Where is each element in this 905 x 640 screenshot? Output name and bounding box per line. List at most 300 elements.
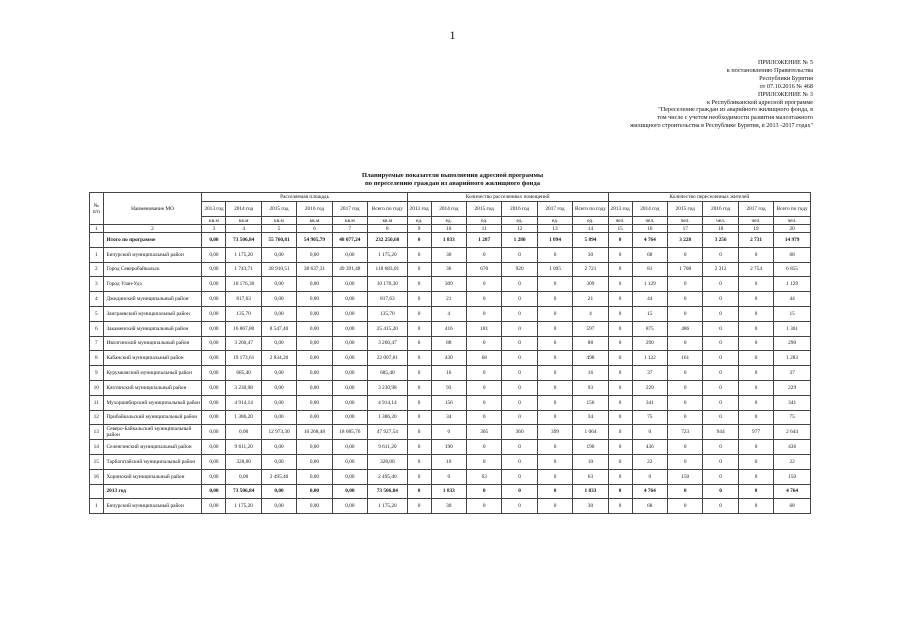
table-cell: 0,00 — [332, 306, 367, 321]
table-cell: 0 — [608, 262, 632, 277]
header-year-cell: 2016 год — [502, 202, 537, 217]
table-cell: 135,70 — [226, 306, 261, 321]
row-number: 9 — [90, 366, 104, 381]
municipality-name: Город Улан-Удэ — [103, 277, 202, 292]
row-number: 14 — [90, 440, 104, 455]
table-cell: 229 — [632, 380, 667, 395]
table-cell: 150 — [668, 469, 703, 484]
table-cell: 47 927,54 — [368, 425, 408, 440]
table-cell: 0,00 — [297, 454, 332, 469]
table-cell: 0 — [738, 366, 773, 381]
table-cell: 68 — [632, 247, 667, 262]
table-cell: 0,00 — [202, 440, 226, 455]
table-cell: 93 — [573, 380, 608, 395]
header-year-cell: 2014 год — [431, 202, 466, 217]
appendix-line: Республики Бурятия — [759, 74, 813, 82]
table-cell: 1 129 — [632, 277, 667, 292]
table-cell: 0,00 — [332, 454, 367, 469]
table-cell: 0,00 — [202, 292, 226, 307]
table-cell: 4 914,14 — [226, 395, 261, 410]
table-cell: 290 — [632, 336, 667, 351]
program-indicators-table — [89, 192, 811, 514]
table-cell: 0 — [738, 410, 773, 425]
table-cell: 1 361 — [774, 321, 811, 336]
table-cell: 0,00 — [202, 262, 226, 277]
table-cell: 0 — [467, 440, 502, 455]
table-cell: 0 — [407, 351, 431, 366]
header-year-cell: 2017 год — [332, 202, 367, 217]
table-cell: 0 — [608, 277, 632, 292]
table-cell: 9 611,20 — [368, 440, 408, 455]
table-cell: 944 — [703, 425, 738, 440]
table-cell: 22 — [632, 454, 667, 469]
header-unit-cell: кв.м — [332, 217, 367, 225]
table-cell: 0,00 — [297, 351, 332, 366]
table-cell: 875 — [632, 321, 667, 336]
table-cell: 0 — [703, 292, 738, 307]
table-cell: 0,00 — [261, 306, 296, 321]
table-cell: 0 — [703, 380, 738, 395]
header-unit-cell: чел. — [668, 217, 703, 225]
header-index-cell: 7 — [332, 225, 367, 233]
table-cell: 430 — [431, 351, 466, 366]
table-cell: 0,00 — [297, 306, 332, 321]
table-cell: 0,00 — [261, 410, 296, 425]
table-cell: 0,00 — [226, 425, 261, 440]
table-cell: 0 — [608, 292, 632, 307]
table-cell: 0,00 — [202, 469, 226, 484]
table-cell: 25 415,20 — [368, 321, 408, 336]
header-unit-cell: ед. — [407, 217, 431, 225]
header-index-cell: 18 — [703, 225, 738, 233]
table-cell: 0 — [738, 321, 773, 336]
table-cell: 290 — [774, 336, 811, 351]
table-cell: 36 — [431, 262, 466, 277]
table-cell: 0,00 — [202, 247, 226, 262]
table-cell: 0,00 — [202, 410, 226, 425]
header-unit-cell: ед. — [537, 217, 572, 225]
table-cell: 0,00 — [297, 395, 332, 410]
table-cell: 0 — [537, 277, 572, 292]
row-number: 3 — [90, 277, 104, 292]
table-row — [90, 395, 811, 410]
table-cell: 0 — [467, 380, 502, 395]
table-total-row — [90, 233, 811, 248]
table-row — [90, 440, 811, 455]
table-cell: 18 685,76 — [332, 425, 367, 440]
table-cell: 0 — [467, 499, 502, 514]
table-cell: 44 — [632, 292, 667, 307]
appendix-line: жилищного строительства в Республике Бурятия, в 2013 -2017 годах" — [629, 122, 813, 130]
table-cell: 2 644 — [774, 425, 811, 440]
table-cell: 685,40 — [368, 366, 408, 381]
table-cell: 150 — [774, 469, 811, 484]
table-row — [90, 321, 811, 336]
table-cell: 0 — [608, 425, 632, 440]
table-cell: 0 — [703, 336, 738, 351]
municipality-name: Хоринский муниципальный район — [103, 469, 202, 484]
header-unit-cell: чел. — [608, 217, 632, 225]
header-index-cell: 15 — [608, 225, 632, 233]
row-number: 5 — [90, 306, 104, 321]
table-cell: 0 — [537, 410, 572, 425]
table-total-row — [90, 484, 811, 499]
table-cell: 68 — [467, 351, 502, 366]
table-cell: 436 — [774, 440, 811, 455]
table-cell: 1 129 — [774, 277, 811, 292]
header-index-cell: 14 — [573, 225, 608, 233]
table-cell: 22 007,81 — [368, 351, 408, 366]
table-cell: 0 — [608, 351, 632, 366]
table-cell: 0 — [703, 306, 738, 321]
table-cell: 723 — [668, 425, 703, 440]
table-cell: 88 — [431, 336, 466, 351]
table-cell: 0,00 — [332, 469, 367, 484]
table-cell: 0,00 — [202, 351, 226, 366]
table-cell: 0 — [537, 469, 572, 484]
table-cell: 0 — [537, 306, 572, 321]
table-cell: 0 — [703, 440, 738, 455]
table-cell: 1 833 — [431, 484, 466, 499]
table-cell: 486 — [668, 321, 703, 336]
table-cell: 0 — [668, 277, 703, 292]
header-index-cell: 11 — [467, 225, 502, 233]
table-cell: 2 754 — [738, 262, 773, 277]
table-row — [90, 425, 811, 440]
row-number: 12 — [90, 410, 104, 425]
table-cell: 1 175,20 — [368, 499, 408, 514]
table-cell: 0 — [407, 247, 431, 262]
table-cell: 1 175,20 — [368, 247, 408, 262]
table-cell: 0 — [431, 425, 466, 440]
table-cell: 328,00 — [368, 454, 408, 469]
header-index-cell: 8 — [368, 225, 408, 233]
header-year-cell: 2013 год — [608, 202, 632, 217]
table-cell: 0,00 — [202, 321, 226, 336]
table-cell: 15 — [774, 306, 811, 321]
table-cell: 0 — [467, 484, 502, 499]
table-cell: 0 — [537, 336, 572, 351]
document-title-line-2: по переселению граждан из аварийного жилищного фонда — [364, 180, 540, 188]
table-cell: 0 — [608, 454, 632, 469]
table-cell: 498 — [573, 351, 608, 366]
table-cell: 0 — [502, 277, 537, 292]
table-cell: 0,00 — [202, 499, 226, 514]
table-cell: 0 — [407, 499, 431, 514]
table-cell: 181 — [467, 321, 502, 336]
table-cell: 16 268,48 — [297, 425, 332, 440]
table-cell: 0 — [537, 380, 572, 395]
table-cell: 0,00 — [297, 410, 332, 425]
table-cell: 1 386,20 — [226, 410, 261, 425]
table-cell: 0 — [632, 425, 667, 440]
table-cell: 360 — [502, 425, 537, 440]
table-cell: 28 910,51 — [261, 262, 296, 277]
header-year-cell: 2016 год — [297, 202, 332, 217]
header-year-cell: Всего по году — [368, 202, 408, 217]
table-cell: 8 547,40 — [261, 321, 296, 336]
table-cell: 21 — [431, 292, 466, 307]
table-cell: 68 — [632, 499, 667, 514]
header-group-residents: Количество переселенных жителей — [608, 193, 810, 202]
table-cell: 0,00 — [202, 366, 226, 381]
table-cell: 0 — [668, 336, 703, 351]
header-unit-cell: чел. — [703, 217, 738, 225]
table-cell: 0 — [502, 321, 537, 336]
table-cell: 0 — [668, 247, 703, 262]
table-cell: 0 — [608, 395, 632, 410]
table-cell: 63 — [467, 469, 502, 484]
table-cell: 0,00 — [202, 484, 226, 499]
table-cell: 1 175,20 — [226, 247, 261, 262]
table-cell: 0 — [502, 499, 537, 514]
table-cell: 0,00 — [202, 306, 226, 321]
table-cell: 34 — [431, 410, 466, 425]
appendix-line: от 07.10.2016 № 468 — [759, 82, 813, 90]
table-cell: 0 — [608, 306, 632, 321]
table-cell: 0 — [467, 366, 502, 381]
table-cell: 0 — [668, 410, 703, 425]
table-cell: 416 — [431, 321, 466, 336]
table-cell: 0,00 — [297, 440, 332, 455]
table-cell: 977 — [738, 425, 773, 440]
table-cell: 3 230,98 — [226, 380, 261, 395]
table-cell: 0 — [703, 484, 738, 499]
table-cell: 0 — [502, 395, 537, 410]
table-cell: 0,00 — [332, 277, 367, 292]
table-cell: 9 611,20 — [226, 440, 261, 455]
header-year-cell: 2013 год — [202, 202, 226, 217]
table-cell: 0 — [537, 395, 572, 410]
table-cell: 0,00 — [261, 440, 296, 455]
table-cell: 597 — [573, 321, 608, 336]
table-cell: 1 833 — [573, 484, 608, 499]
table-cell: 5 894 — [573, 233, 608, 248]
header-name: Наименование МО — [103, 193, 202, 225]
municipality-name: Курумканский муниципальный район — [103, 366, 202, 381]
table-cell: 0 — [467, 454, 502, 469]
header-unit-cell: кв.м — [226, 217, 261, 225]
row-number: 1 — [90, 499, 104, 514]
row-number — [90, 484, 104, 499]
table-cell: 0 — [407, 277, 431, 292]
table-cell: 2 495,40 — [261, 469, 296, 484]
table-cell: 0,00 — [297, 380, 332, 395]
municipality-name: Прибайкальский муниципальный район — [103, 410, 202, 425]
table-cell: 1 708 — [668, 262, 703, 277]
table-cell: 0 — [738, 499, 773, 514]
table-cell: 0 — [668, 499, 703, 514]
table-cell: 156 — [431, 395, 466, 410]
table-cell: 0 — [537, 454, 572, 469]
table-cell: 0 — [537, 292, 572, 307]
table-cell: 0 — [632, 469, 667, 484]
row-number: 1 — [90, 247, 104, 262]
table-row — [90, 336, 811, 351]
table-cell: 19 173,61 — [226, 351, 261, 366]
table-cell: 135,70 — [368, 306, 408, 321]
document-title-line-1: Планируемые показатели выполнения адресной программы — [361, 172, 544, 179]
table-cell: 0 — [703, 366, 738, 381]
table-cell: 4 764 — [632, 233, 667, 248]
table-cell: 0,00 — [332, 484, 367, 499]
table-cell: 0,00 — [202, 454, 226, 469]
header-index-cell: 17 — [668, 225, 703, 233]
table-cell: 0 — [738, 277, 773, 292]
table-cell: 0,00 — [202, 395, 226, 410]
table-cell: 0 — [407, 395, 431, 410]
table-cell: 4 — [431, 306, 466, 321]
table-cell: 44 — [774, 292, 811, 307]
header-year-cell: Всего по году — [573, 202, 608, 217]
header-group-premises: Количество расселенных помещений — [407, 193, 608, 202]
table-cell: 30 — [431, 499, 466, 514]
table-cell: 0,00 — [332, 351, 367, 366]
table-cell: 34 — [573, 410, 608, 425]
table-cell: 1 283 — [774, 351, 811, 366]
table-cell: 0 — [407, 336, 431, 351]
table-cell: 4 764 — [774, 484, 811, 499]
table-cell: 0 — [502, 351, 537, 366]
table-cell: 88 — [573, 336, 608, 351]
table-cell: 68 — [774, 499, 811, 514]
table-cell: 0 — [668, 380, 703, 395]
header-num: № п/п — [90, 193, 104, 225]
table-cell: 817,63 — [226, 292, 261, 307]
table-cell: 190 — [573, 440, 608, 455]
header-unit-cell: кв.м — [261, 217, 296, 225]
header-unit-cell: кв.м — [297, 217, 332, 225]
municipality-name: 2013 год — [103, 484, 202, 499]
table-cell: 0 — [703, 499, 738, 514]
table-cell: 328,00 — [226, 454, 261, 469]
table-cell: 0,00 — [202, 380, 226, 395]
header-unit-cell: ед. — [573, 217, 608, 225]
table-cell: 4 764 — [632, 484, 667, 499]
table-cell: 0 — [407, 469, 431, 484]
header-index-cell: 5 — [261, 225, 296, 233]
header-unit-cell: ед. — [502, 217, 537, 225]
table-cell: 0 — [502, 247, 537, 262]
table-cell: 4 — [573, 306, 608, 321]
table-cell: 0 — [738, 440, 773, 455]
table-cell: 0 — [407, 321, 431, 336]
table-cell: 0 — [668, 484, 703, 499]
table-cell: 0 — [537, 440, 572, 455]
table-cell: 0 — [537, 366, 572, 381]
table-cell: 0 — [703, 321, 738, 336]
header-unit-cell: ед. — [467, 217, 502, 225]
table-cell: 0 — [407, 233, 431, 248]
table-cell: 4 914,14 — [368, 395, 408, 410]
table-row — [90, 499, 811, 514]
table-cell: 1 175,20 — [226, 499, 261, 514]
table-cell: 0 — [608, 469, 632, 484]
table-cell: 0 — [502, 306, 537, 321]
table-cell: 75 — [632, 410, 667, 425]
table-cell: 0,00 — [297, 247, 332, 262]
table-cell: 0 — [608, 233, 632, 248]
row-number: 11 — [90, 395, 104, 410]
table-cell: 0 — [407, 366, 431, 381]
table-cell: 0 — [407, 425, 431, 440]
table-cell: 30 — [573, 247, 608, 262]
table-cell: 0 — [738, 306, 773, 321]
table-cell: 0 — [467, 247, 502, 262]
municipality-name: Бичурский муниципальный район — [103, 499, 202, 514]
header-year-cell: 2013 год — [407, 202, 431, 217]
table-cell: 0,00 — [332, 440, 367, 455]
header-group-area: Расселяемая площадь — [202, 193, 407, 202]
table-cell: 670 — [467, 262, 502, 277]
header-year-cell: 2017 год — [537, 202, 572, 217]
header-year-cell: Всего по году — [774, 202, 811, 217]
table-cell: 0,00 — [297, 484, 332, 499]
table-cell: 0 — [608, 247, 632, 262]
table-cell: 0 — [407, 440, 431, 455]
row-number: 15 — [90, 454, 104, 469]
header-year-cell: 2015 год — [261, 202, 296, 217]
table-cell: 309 — [573, 277, 608, 292]
table-cell: 16 867,80 — [226, 321, 261, 336]
table-cell: 73 506,84 — [368, 484, 408, 499]
table-row — [90, 454, 811, 469]
table-cell: 0,00 — [202, 233, 226, 248]
table-cell: 0 — [467, 336, 502, 351]
table-cell: 0 — [467, 292, 502, 307]
header-index-cell: 4 — [226, 225, 261, 233]
municipality-name: Кяхтинский муниципальный район — [103, 380, 202, 395]
table-cell: 0,00 — [332, 395, 367, 410]
table-cell: 0,00 — [261, 454, 296, 469]
table-cell: 0 — [703, 277, 738, 292]
table-cell: 229 — [774, 380, 811, 395]
table-cell: 0,00 — [332, 336, 367, 351]
header-year-cell: 2015 год — [668, 202, 703, 217]
table-cell: 685,40 — [226, 366, 261, 381]
table-cell: 2 731 — [738, 233, 773, 248]
table-cell: 0 — [537, 247, 572, 262]
header-unit-cell: кв.м — [368, 217, 408, 225]
table-cell: 68 — [774, 247, 811, 262]
header-year-cell: 2015 год — [467, 202, 502, 217]
municipality-name: Заиграевский муниципальный район — [103, 306, 202, 321]
table-cell: 0 — [502, 440, 537, 455]
appendix-line: к постановлению Правительства — [726, 66, 813, 74]
table-cell: 0 — [703, 469, 738, 484]
table-cell: 0 — [537, 351, 572, 366]
table-cell: 10 176,30 — [368, 277, 408, 292]
table-cell: 16 — [431, 366, 466, 381]
table-cell: 54 905,79 — [297, 233, 332, 248]
table-cell: 399 — [537, 425, 572, 440]
table-cell: 0 — [407, 454, 431, 469]
table-cell: 0 — [502, 380, 537, 395]
header-index-cell: 9 — [407, 225, 431, 233]
table-cell: 0,00 — [332, 380, 367, 395]
row-number — [90, 233, 104, 248]
table-cell: 21 — [573, 292, 608, 307]
table-cell: 0 — [738, 484, 773, 499]
table-cell: 0,00 — [332, 321, 367, 336]
header-index-cell: 6 — [297, 225, 332, 233]
table-row — [90, 351, 811, 366]
table-cell: 0,00 — [261, 366, 296, 381]
header-year-cell: 2014 год — [632, 202, 667, 217]
table-cell: 0 — [502, 484, 537, 499]
table-cell: 0 — [407, 410, 431, 425]
table-cell: 14 979 — [774, 233, 811, 248]
